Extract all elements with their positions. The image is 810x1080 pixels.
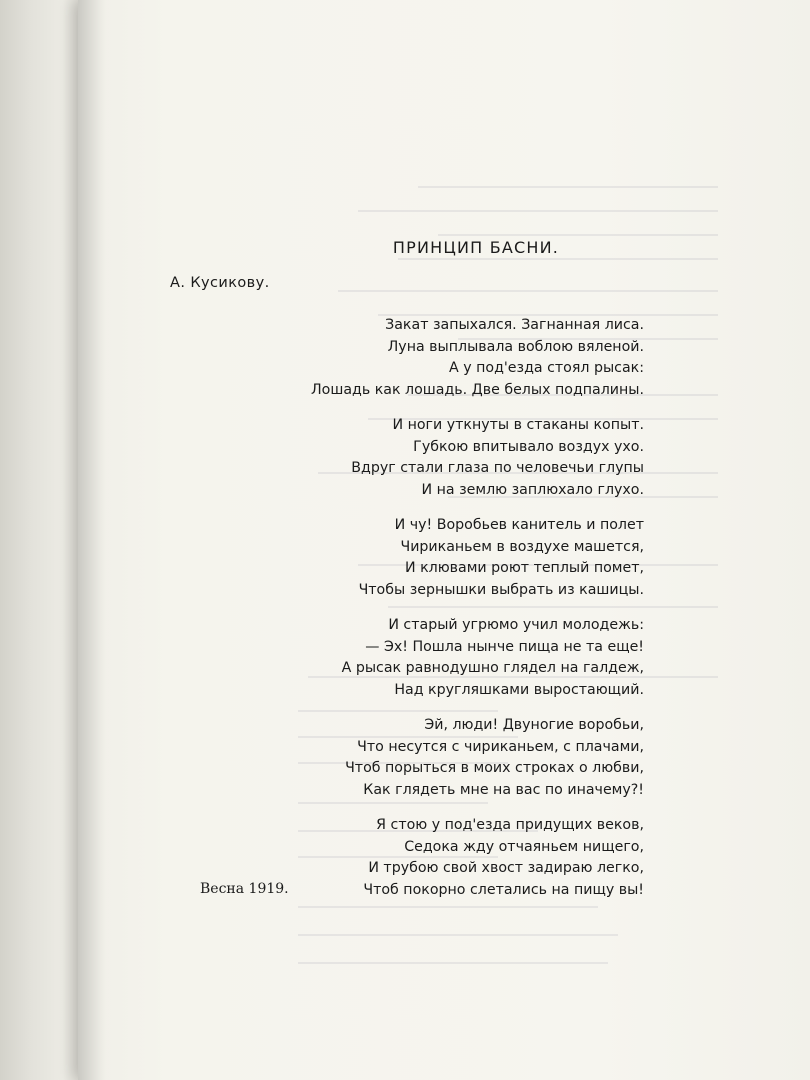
poem-line: Чтоб порыться в моих строках о любви, [345, 760, 644, 776]
previous-page-edge [0, 0, 90, 1080]
poem-line: Вдруг стали глаза по человечьи глупы [351, 460, 644, 476]
poem-line: Как глядеть мне на вас по иначему?! [363, 781, 644, 798]
poem-line: И чу! Воробьев канитель и полет [394, 517, 644, 533]
poem-line: Чтобы зернышки выбрать из кашицы. [358, 581, 644, 598]
poem-line: И старый угрюмо учил молодежь: [388, 617, 644, 633]
poem-line: И клювами роют теплый помет, [404, 560, 644, 576]
poem-line: Седока жду отчаяньем нищего, [404, 838, 644, 855]
poem-line: Чириканьем в воздухе машется, [400, 538, 644, 555]
poem-line: И ноги уткнуты в стаканы копыт. [392, 417, 644, 433]
stanza [311, 515, 644, 601]
poem-line: Губкою впитывало воздух ухо. [413, 438, 644, 455]
stanza [311, 315, 644, 401]
poem-line: А рысак равнодушно глядел на галдеж, [341, 660, 644, 676]
poem-line: Закат запыхался. Загнанная лиса. [385, 317, 644, 333]
book-page [78, 0, 810, 1080]
poem-line: Над кругляшками выростающий. [394, 681, 644, 698]
poem-line: И трубою свой хвост задираю легко, [368, 860, 644, 876]
poem-line: Эй, люди! Двуногие воробьи, [424, 717, 644, 733]
dedication: А. Кусикову. [170, 275, 270, 291]
poem-line: — Эх! Пошла нынче пища не та еще! [365, 638, 644, 655]
poem-line: Что несутся с чириканьем, с плачами, [357, 738, 644, 755]
poem-line: И на землю заплюхало глухо. [421, 481, 644, 498]
poem-body [311, 315, 644, 915]
stanza [311, 615, 644, 701]
poem-line: Я стою у под'езда придущих веков, [376, 817, 644, 833]
stanza [311, 415, 644, 501]
date-signature: Весна 1919. [200, 881, 289, 897]
poem-line: Лошадь как лошадь. Две белых подпалины. [310, 381, 644, 398]
poem-title: ПРИНЦИП БАСНИ. [392, 238, 560, 257]
poem-line: Луна выплывала воблою вяленой. [387, 338, 644, 355]
stanza [311, 815, 644, 901]
poem-line: А у под'езда стоял рысак: [449, 360, 644, 376]
stanza [311, 715, 644, 801]
poem-line: Чтоб покорно слетались на пищу вы! [363, 881, 644, 898]
